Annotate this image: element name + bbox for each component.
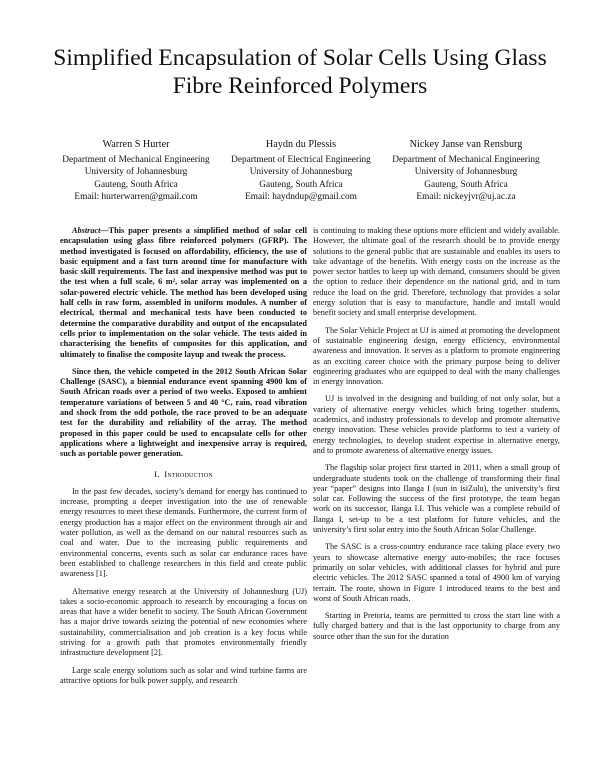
author-university: University of Johannesburg [249,167,353,178]
section-title: Introduction [164,468,213,479]
section-number: I. [154,468,160,479]
abstract-paragraph [60,226,307,360]
paper-title: Simplified Encapsulation of Solar Cells Using Glass Fibre Reinforced Polymers [53,45,547,99]
author-3 [386,139,546,204]
author-name: Warren S Hurter [102,139,170,150]
body-paragraph: Starting in Pretoria, teams are permitted to cross the start line with a fully charged battery and that is the last opportunity to charge from any source other than the sun for the duration [313,611,560,641]
author-2 [221,139,381,204]
author-name: Nickey Janse van Rensburg [409,139,523,150]
abstract [60,226,307,460]
body-paragraph: is continuing to making these options more efficient and widely available. However, the ultimate goal of the research should be to provide energy solutions to the general public that are sustainable and enables its users to take advantage of the benefits. With energy costs on the increase as the power sector battles to keep up with demand, consumers should be given the option to reduce their dependence on the national grid, and in turn reduce the load on the grid. Therefore, technology that provides a solar energy solution that is easy to manufacture, handle and install would benefit society and small enterprise development. [313,226,560,318]
author-block [56,139,546,204]
author-location: Gauteng, South Africa [259,179,343,190]
author-university: University of Johannesburg [414,167,518,178]
right-column [313,226,560,649]
author-location: Gauteng, South Africa [94,179,178,190]
body-paragraph: Alternative energy research at the University of Johannesburg (UJ) takes a socio-economic approach to research by encouraging a focus on areas that have a wider benefit to society. The South African Government has a major drive towards seizing the potential of new economies where sustainability, commercialisation and job creation is a key focus while striving for a growth path that promotes environmentally friendly infrastructure development [2]. [60,586,307,658]
section-heading [60,469,307,479]
body-paragraph: The Solar Vehicle Project at UJ is aimed at promoting the development of sustainable engineering design, energy efficiency, environmental awareness and innovation. It serves as a platform to promote engineering as an exciting career choice with the primary purpose being to deliver engineering graduates who are equipped to deal with the many challenges in energy innovation. [313,325,560,387]
body-paragraph: The SASC is a cross-country endurance race taking place every two years to showcase alternative energy auto-mobiles; the race focuses primarily on solar vehicles, with additional classes for hybrid and pure electric vehicles. The 2012 SASC spanned a total of 4900 km of varying terrain. The route, shown in Figure 1 introduced teams to the best and worst of South African roads. [313,542,560,603]
body-paragraph: The flagship solar project first started in 2011, when a small group of undergraduate students took on the challenge of transforming their final year “paper” designs into Ilanga I (sun in isiZulu), the university’s first solar car. Following the success of the first prototype, the team began work on its successor, Ilanga I.I. This vehicle was a complete rebuild of Ilanga I, set-up to be a test platform for future vehicles, and the university’s first solar entry into the South African Solar Challenge. [313,463,560,535]
author-1 [56,139,216,204]
author-email: Email: haydndup@gmail.com [245,192,357,203]
body-paragraph: UJ is involved in the designing and building of not only solar, but a variety of alternative energy vehicles which bring together students, academics, and industry professionals to develop and promote alternative energy innovation. These vehicles provide platforms to test a variety of energy technologies, to develop student expertise in alternative energy, and to promote awareness of alternative energy issues. [313,394,560,455]
abstract-paragraph: Since then, the vehicle competed in the 2012 South African Solar Challenge (SASC), a biennial endurance event spanning 4900 km of South African roads over a period of two weeks. Exposed to ambient temperature variations of between 5 and 40 °C, rain, road vibration and shock from the odd pothole, the race proved to be an adequate test for the durability and reliability of the array. The method proposed in this paper could be used to encapsulate cells for other applications where a lightweight and inexpensive array is required, such as portable power generation. [60,366,307,459]
author-email: Email: nickeyjvr@uj.ac.za [416,192,516,203]
abstract-text: —This paper presents a simplified method of solar cell encapsulation using glass fibre reinforced polymers (GFRP). The method investigated is focused on affordability, efficiency, the use of basic equipment and a fast turn around time for manufacture with basic skill requirements. The fast and inexpensive method was put to the test when a full scale, 6 m², solar array was implemented on a solar-powered electric vehicle. The method has been developed using half cells in raw form, assembled in uniform modules. A number of electrical, thermal and mechanical tests have been conducted to determine the comparative durability and output of the encapsulated cells prior to implementation on the solar vehicle. The tests aided in characterising the benefits of composites for this application, and ultimately to finalise the composite layup and tweak the process. [60,226,307,359]
author-location: Gauteng, South Africa [424,179,508,190]
author-name: Haydn du Plessis [265,139,337,150]
author-department: Department of Mechanical Engineering [62,154,210,165]
body-paragraph: In the past few decades, society’s demand for energy has continued to increase, prompting a deeper investigation into the use of renewable energy resources to meet these demands. Furthermore, the current form of energy production has a major effect on the environment through air and water pollution, as well as the demand on our natural resources such as coal and water. Due to the increasing public requirements and environmental concerns, events such as solar car endurance races have been established to challenge researchers in this field and create public awareness [1]. [60,486,307,579]
author-department: Department of Mechanical Engineering [392,154,540,165]
left-column [60,226,307,693]
author-email: Email: hurterwarren@gmail.com [74,192,198,203]
author-university: University of Johannesburg [84,167,188,178]
abstract-label: Abstract [72,226,101,235]
body-paragraph: Large scale energy solutions such as solar and wind turbine farms are attractive options for bulk power supply, and research [60,665,307,685]
author-department: Department of Electrical Engineering [231,154,371,165]
